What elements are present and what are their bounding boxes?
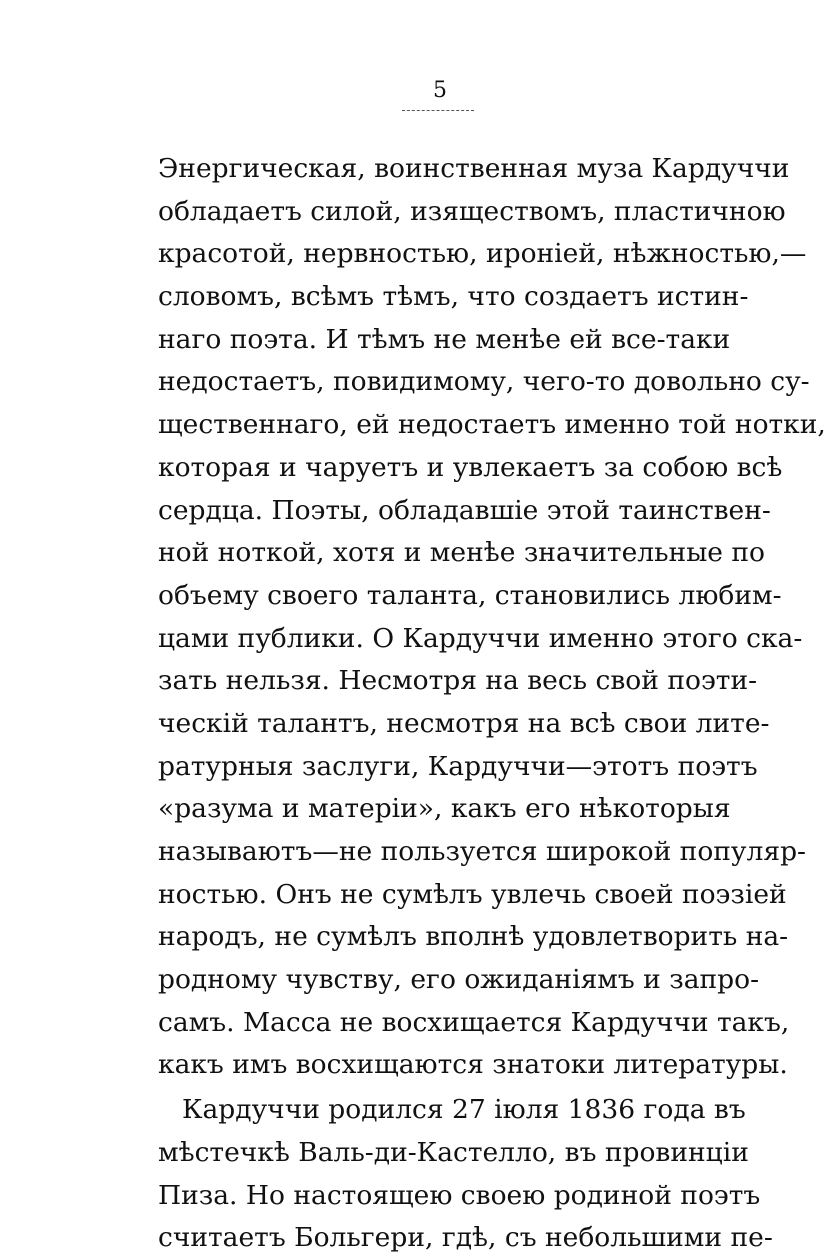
text-line: ностью. Онъ не сумѣлъ увлечь своей поэзіей — [158, 878, 787, 910]
text-line: ратурныя заслуги, Кардуччи—этотъ поэтъ — [158, 750, 758, 782]
text-line: «разума и матеріи», какъ его нѣкоторыя — [158, 793, 731, 825]
text-line: сердца. Поэты, обладавшіе этой таинствен- — [158, 494, 771, 526]
text-line: Пиза. Но настоящею своею родиной поэтъ — [158, 1179, 761, 1211]
body-text — [158, 148, 826, 1260]
text-line: Кардуччи родился 27 іюля 1836 года въ — [182, 1094, 746, 1126]
header-rule — [402, 110, 474, 111]
text-line: зать нельзя. Несмотря на весь свой поэти- — [158, 665, 758, 697]
text-line: родному чувству, его ожиданіямъ и запро- — [158, 964, 760, 996]
text-line: словомъ, всѣмъ тѣмъ, что создаетъ истин- — [158, 281, 749, 313]
text-line: объему своего таланта, становились любим- — [158, 579, 782, 611]
text-line: наго поэта. И тѣмъ не менѣе ей все-таки — [158, 323, 731, 355]
text-line: цами публики. О Кардуччи именно этого ска- — [158, 622, 803, 654]
text-line: Энергическая, воинственная муза Кардуччи — [158, 153, 790, 184]
text-line: называютъ—не пользуется широкой популяр- — [158, 836, 806, 867]
page-number: 5 — [433, 78, 447, 103]
text-line: которая и чаруетъ и увлекаетъ за собою всѣ — [158, 451, 783, 483]
text-line: обладаетъ силой, изяществомъ, пластичною — [158, 195, 786, 227]
paragraph — [158, 1089, 773, 1260]
text-line: ной ноткой, хотя и менѣе значительные по — [158, 537, 766, 569]
text-line: недостаетъ, повидимому, чего-то довольно су- — [158, 366, 810, 398]
text-line: мѣстечкѣ Валь-ди-Кастелло, въ провинціи — [158, 1136, 749, 1168]
text-line: ческій талантъ, несмотря на всѣ свои лите- — [158, 707, 770, 739]
text-line: самъ. Масса не восхищается Кардуччи такъ, — [158, 1006, 790, 1038]
text-line: народъ, не сумѣлъ вполнѣ удовлетворить на- — [158, 921, 789, 953]
text-line: красотой, нервностью, ироніей, нѣжностью,— — [158, 238, 807, 270]
text-line: считаетъ Больгери, гдѣ, съ небольшими пе- — [158, 1222, 773, 1254]
paragraph — [158, 148, 826, 1087]
text-line: какъ имъ восхищаются знатоки литературы. — [158, 1049, 788, 1081]
text-line: щественнаго, ей недостаетъ именно той нотки, — [158, 409, 826, 441]
